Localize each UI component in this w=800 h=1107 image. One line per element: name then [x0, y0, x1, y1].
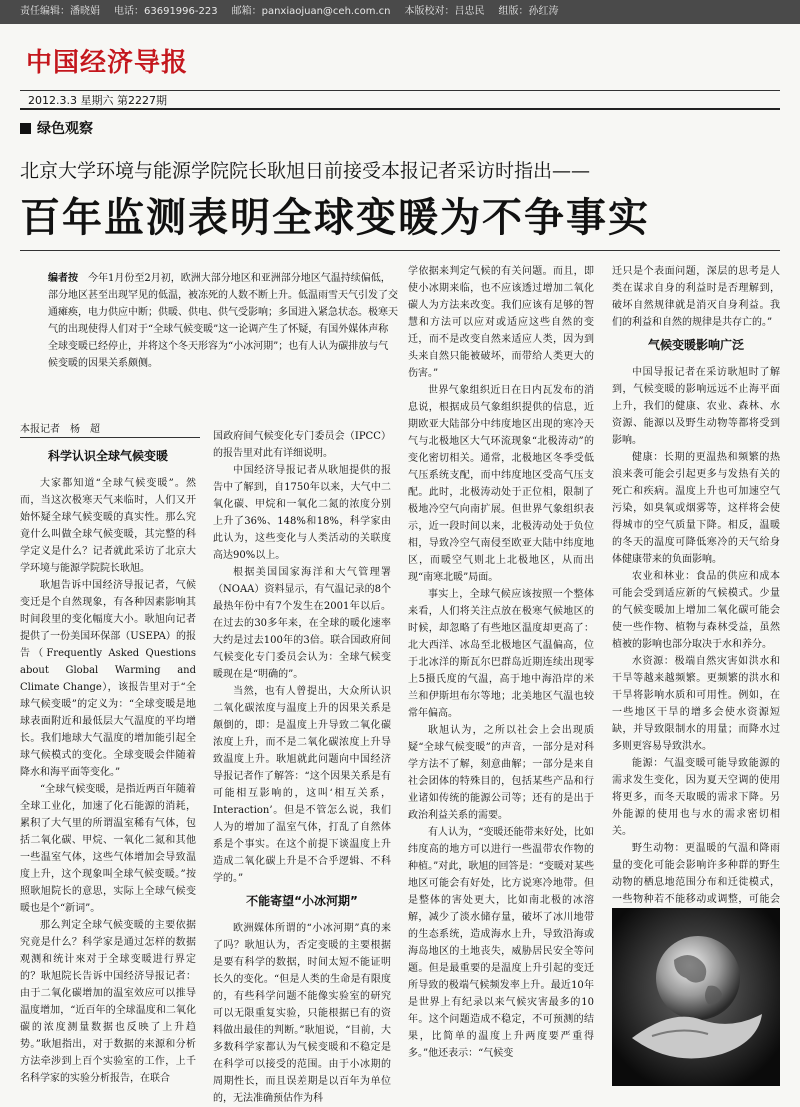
paragraph: 能源：气温变暖可能导致能源的需求发生变化，因为夏天空调的使用将更多，而冬天取暖的需求下降。另外能源的使用也与水的需求密切相关。	[612, 758, 780, 837]
paragraph: “全球气候变暖，是指近两百年随着全球工业化，加速了化石能源的消耗，累积了大气里的所谓温室稀有气体，包括二氧化碳、甲烷、一氧化二氮和其他一些温室气体，这些气体增加会导致温度上升，这个现象叫全球气候变暖。”按照耿旭院长的意思，实际上全球气候变暖也是个“新词”。	[20, 784, 196, 914]
paragraph: 那么判定全球气候变暖的主要依据究竟是什么？科学家是通过怎样的数据观测和统计來对于全球变暖进行界定的？耿旭院长告诉中国经济导报记者：由于二氧化碳增加的温室效应可以推导温度增加，“近百年的全球温度和二氧化碳的浓度测量数据也反映了上升趋势。”耿旭指出，对于数据的来源和分析方法牵涉到上百个实验室的工作，上千名科学家的实验分析报告，在联合	[20, 920, 196, 1084]
paragraph: 中国经济导报记者从耿旭提供的报告中了解到，自1750年以来，大气中二氧化碳、甲烷和一氧化二氮的浓度分别上升了36%、148%和18%，科学家由此认为，这些变化与人类活动的关联度高达90%以上。	[213, 465, 391, 561]
paragraph: 有人认为，“变暖还能带来好处，比如纬度高的地方可以进行一些温带农作物的种植。”对此，耿旭的回答是：“变暖对某些地区可能会有好处，比方说寒冷地带。但是整体的害处更大，比如南北极的冰溶解，减少了淡水储存量，破坏了冰川地带的生态系统，造成海水上升，导致沿海或海岛地区的土地丧失，威胁居民安全等问题。但是最重要的是温度上升引起的变迁所导致的极端气候频发率上升。最近10年是世界上有纪录以来气候灾害最多的10年。这个问题造成不稳定，不可预测的结果，比简单的温度上升两度要严重得多。”他还表示：“气候变	[408, 827, 594, 1059]
article-column-1	[20, 442, 196, 1090]
paragraph: 水资源：极端自然灾害如洪水和干旱等越来越频繁。更频繁的洪水和干旱将影响水质和可用性。例如，在一些地区干旱的增多会使水资源短缺，并导致限制水的用量；而降水过多则更容易导致洪水。	[612, 656, 780, 752]
section-label	[20, 118, 93, 138]
masthead-divider	[20, 90, 780, 91]
paragraph: 耿旭告诉中国经济导报记者，气候变迁是个自然现象，有各种因素影响其时间段里的变化幅度大小。耿旭向记者提供了一份美国环保部（USEPA）的报告（Frequently Asked Questions about Global Warming and Climate Change），该报告里对于“全球气候变暖”的定义为：“全球变暖是地球表面附近和最低层大气温度的平均增长。我们地球大气温度的增加能引起全球气候模式的变化。全球变暖会伴随着降水和海平面等变化。”	[20, 580, 196, 778]
paragraph: 国政府间气候变化专门委员会（IPCC）的报告里对此有详细说明。	[213, 431, 391, 459]
newspaper-logo: 中国经济导报	[26, 48, 189, 78]
article-column-2	[213, 428, 391, 1104]
editor-note	[48, 270, 398, 372]
column-heading: 气候变暖影响广泛	[647, 338, 744, 352]
paragraph: 学依据来判定气候的有关问题。而且，即使小冰期来临，也不应该透过增加二氧化碳人为方法来改变。我们应该有足够的智慧和方法可以应对或适应这些自然的变迁，而不是改变自然来适应人类，因为到头来自然只能被破坏，而带给人类更大的伤害。”	[408, 266, 594, 379]
paragraph: 世界气象组织近日在日内瓦发布的消息说，根据成员气象组织提供的信息，近期欧亚大陆部分中纬度地区出现的寒冷天气与北极地区大气环流现象“北极涛动”的变化密切相关。通常，北极地区冬季受低气压系统支配，而中纬度地区受高气压支配。此时，北极涛动处于正位相，限制了极地冷空气向南扩展。但世界气象组织表示，近一段时间以来，北极涛动处于负位相，导致冷空气南侵至欧亚大陆中纬度地区，而暖空气则北上北极地区，从而出现“南寒北暖”局面。	[408, 385, 594, 583]
article-headline: 百年监测表明全球变暖为不争事实	[20, 194, 650, 241]
paragraph: 事实上，全球气候应该按照一个整体来看，人们将关注点放在极寒气候地区的时候，却忽略了有些地区温度却更高了：北大西洋、冰岛至北极地区气温偏高，位于北冰洋的斯瓦尔巴群岛近期连续出现零上5摄氏度的气温，高于地中海沿岸的米兰和伊斯坦布尔等地；北美地区气温也较常年偏高。	[408, 589, 594, 719]
paragraph: 农业和林业：食品的供应和成本可能会受到适应新的气候模式。少量的气候变暖加上增加二氧化碳可能会使一些作物、植物与森林受益，虽然植被的影响也部分取决于水和养分。	[612, 571, 780, 650]
square-bullet-icon	[20, 123, 31, 134]
paragraph: 耿旭认为，之所以社会上会出现质疑“全球气候变暖”的声音，一部分是对科学方法不了解，刻意曲解；一部分是来自社会团体的特殊目的，包括某些产品和行业诸如传统的能源公司等；还有的是出于政治利益关系的需要。	[408, 725, 594, 821]
headline-divider	[20, 250, 780, 251]
dateline-divider	[20, 108, 780, 110]
proofread-credit: 本版校对：吕忠民	[404, 6, 485, 17]
paragraph: 健康：长期的更温热和频繁的热浪来袭可能会引起更多与发热有关的死亡和疾病。温度上升也可加速空气污染，如臭氧或烟雾等，这样将会使得城市的空气质量下降。相反，温暖的冬天的温度可降低寒冷的天气给身体健康带来的负面影响。	[612, 452, 780, 565]
email-credit: 邮箱：panxiaojuan@ceh.com.cn	[231, 6, 391, 17]
article-subheadline: 北京大学环境与能源学院院长耿旭日前接受本报记者采访时指出——	[20, 160, 591, 182]
phone-credit: 电话：63691996-223	[114, 6, 218, 17]
paragraph: 野生动物：更温暖的气温和降雨量的变化可能会影响许多种群的野生动物的栖息地范围分布和迁徙模式，一些物种若不能移动或调整，可能会	[612, 843, 780, 905]
article-photo	[612, 908, 780, 1086]
paragraph: 当然，也有人曾提出，大众所认识二氧化碳浓度与温度上升的因果关系是颠倒的，即：是温度上升导致二氧化碳浓度上升，而不是二氧化碳浓度上升导致温度上升。耿旭就此问题向中国经济导报记者作了解答：“这个因果关系是有可能相互影响的，这叫‘相互关系，Interaction’。但是不管怎么说，我们人为的增加了温室气体，打乱了自然体系是个事实。在这个前提下谈温度上升造成二氧化碳上升是不合乎逻辑、不科学的。”	[213, 686, 391, 884]
article-column-3	[408, 263, 594, 1090]
article-column-4	[612, 263, 780, 905]
page-header-bar	[0, 0, 800, 24]
globe-in-hand-illustration	[612, 908, 780, 1086]
column-heading: 不能寄望“小冰河期”	[246, 894, 358, 908]
issue-dateline: 2012.3.3 星期六 第2227期	[28, 94, 167, 107]
section-title: 绿色观察	[37, 121, 93, 137]
paragraph: 迁只是个表面问题，深层的思考是人类在谋求自身的利益时是否理解到，破坏自然规律就是消灭自身利益。我们的利益和自然的规律是共存亡的。”	[612, 266, 780, 328]
editor-note-label: 编者按	[48, 273, 78, 284]
paragraph: 中国导报记者在采访耿旭时了解到，气候变暖的影响远远不止海平面上升，我们的健康、农业、森林、水资源、能源以及野生动物等都将受到影响。	[612, 367, 780, 446]
editor-credit: 责任编辑：潘晓娟	[20, 6, 100, 17]
paragraph: 大家都知道“全球气候变暖”。然而，当这次极寒天气来临时，人们又开始怀疑全球气候变暖的真实性。那么究竟什么叫做全球气候变暖，其完整的科学定义是什么？记者就此采访了北京大学环境与能源学院院长耿旭。	[20, 478, 196, 574]
paragraph: 欧洲媒体所谓的“小冰河期”真的来了吗？耿旭认为，否定变暖的主要根据是要有科学的数据，时间太短不能证明长久的变化。“但是人类的生命是有限度的，有些科学问题不能像实验室的研究可以无限重复实验，只能根据已有的资料做出最佳的判断。”耿旭说，“目前，大多数科学家都认为气候变暖和不稳定是在科学可以接受的范围。由于小冰期的周期性长，而且误差期是以百年为单位的，无法准确预估作为科	[213, 923, 391, 1104]
byline: 本报记者 杨 超	[20, 420, 200, 438]
layout-credit: 组版：孙红涛	[498, 6, 559, 17]
paragraph: 根据美国国家海洋和大气管理署（NOAA）资料显示，有气温记录的8个最热年份中有7个发生在2001年以后。在过去的30多年来，在全球的暖化速率大约是过去100年的3倍。联合国政府间气候变化专门委员会认为：全球气候变暖现在是“明确的”。	[213, 567, 391, 680]
column-heading: 科学认识全球气候变暖	[47, 449, 168, 463]
editor-note-text: 今年1月份至2月初，欧洲大部分地区和亚洲部分地区气温持续偏低，部分地区甚至出现罕见的低温，被冻死的人数不断上升。低温雨雪天气引发了交通瘫痪，电力供应中断；供暖、供电、供气受影响；多国进入紧急状态。极寒天气的出现使得人们对于“全球气候变暖”这一论调产生了怀疑，有国外媒体声称全球变暖已经停止，并将这个冬天形容为“小冰河期”；也有人认为碳排放与气候变暖的因果关系颇侧。	[48, 273, 398, 369]
